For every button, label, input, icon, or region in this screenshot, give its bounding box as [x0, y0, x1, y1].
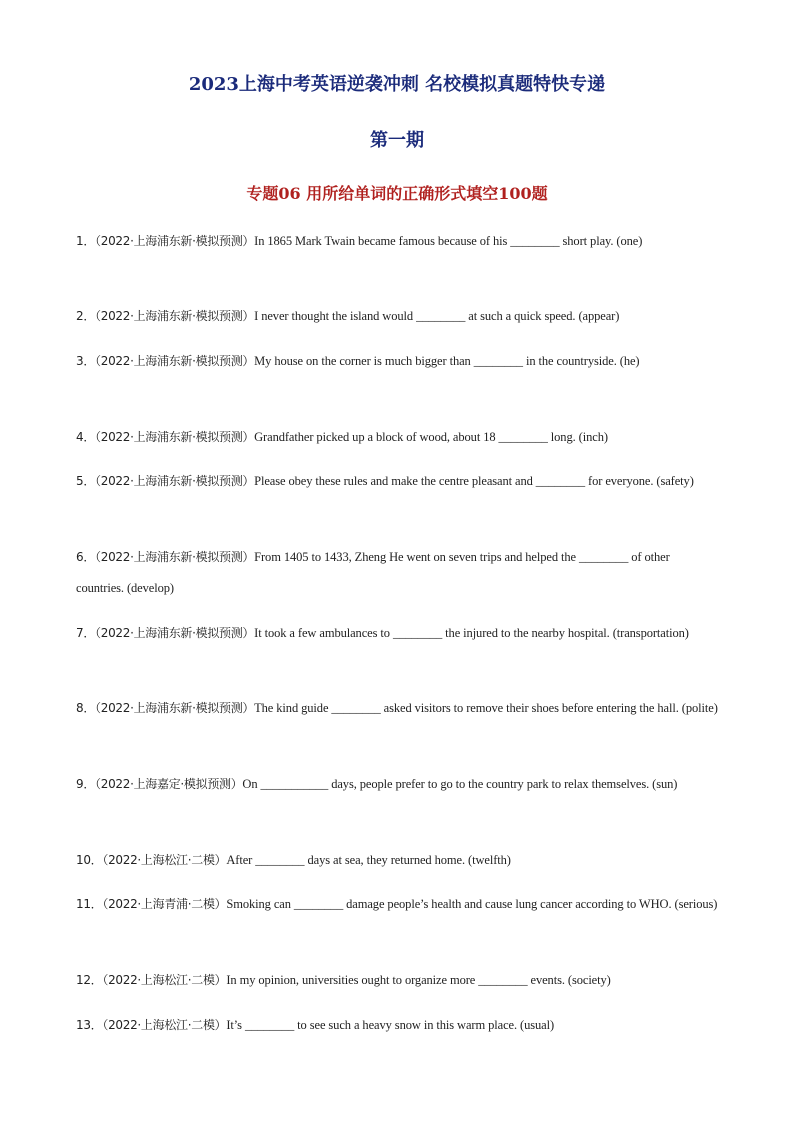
question-source: （2022·上海松江·二模）: [102, 1018, 227, 1032]
question-number: 2．: [76, 309, 96, 323]
question-number: 9．: [76, 777, 96, 791]
question-item: [76, 1010, 720, 1041]
question-number: 1．: [76, 234, 96, 248]
question-number: 10．: [76, 853, 103, 867]
question-source: （2022·上海浦东新·模拟预测）: [95, 309, 255, 323]
question-text: It’s ________ to see such a heavy snow in this warm place. (usual): [226, 1018, 555, 1032]
question-item: [76, 889, 720, 920]
question-number: 8．: [76, 701, 96, 715]
question-source: （2022·上海松江·二模）: [102, 853, 227, 867]
issue-label: 第一期: [370, 130, 424, 151]
question-number: 4．: [76, 430, 96, 444]
question-item: [76, 845, 720, 876]
question-number: 7．: [76, 626, 96, 640]
question-item: [76, 542, 720, 604]
question-source: （2022·上海浦东新·模拟预测）: [95, 626, 255, 640]
question-text: Please obey these rules and make the centre pleasant and ________ for everyone. (safety): [254, 474, 694, 488]
question-source: （2022·上海浦东新·模拟预测）: [95, 354, 255, 368]
document-title: 2023上海中考英语逆袭冲刺 名校模拟真题特快专递: [188, 74, 606, 95]
question-text: The kind guide ________ asked visitors to remove their shoes before entering the hall. (polite): [254, 701, 718, 715]
question-item: [76, 466, 720, 497]
question-source: （2022·上海浦东新·模拟预测）: [95, 430, 255, 444]
question-item: [76, 346, 720, 377]
question-item: [76, 618, 720, 649]
question-number: 3．: [76, 354, 96, 368]
question-number: 12．: [76, 973, 103, 987]
question-text: On ___________ days, people prefer to go to the country park to relax themselves. (sun): [242, 777, 678, 791]
question-source: （2022·上海嘉定·模拟预测）: [95, 777, 243, 791]
question-source: （2022·上海松江·二模）: [102, 973, 227, 987]
question-item: [76, 226, 720, 257]
question-number: 13．: [76, 1018, 103, 1032]
question-text: It took a few ambulances to ________ the injured to the nearby hospital. (transportation): [254, 626, 689, 640]
question-text: In 1865 Mark Twain became famous because of his ________ short play. (one): [254, 234, 643, 248]
question-text: Smoking can ________ damage people’s health and cause lung cancer according to WHO. (serious): [226, 897, 718, 911]
question-number: 5．: [76, 474, 96, 488]
question-text: I never thought the island would ________ at such a quick speed. (appear): [254, 309, 620, 323]
question-source: （2022·上海浦东新·模拟预测）: [95, 550, 255, 564]
question-source: （2022·上海青浦·二模）: [102, 897, 227, 911]
question-text: My house on the corner is much bigger than ________ in the countryside. (he): [254, 354, 640, 368]
question-item: [76, 422, 720, 453]
question-number: 11．: [76, 897, 103, 911]
question-item: [76, 769, 720, 800]
question-source: （2022·上海浦东新·模拟预测）: [95, 474, 255, 488]
question-text: In my opinion, universities ought to organize more ________ events. (society): [226, 973, 611, 987]
question-item: [76, 301, 720, 332]
question-text: After ________ days at sea, they returned home. (twelfth): [226, 853, 511, 867]
question-number: 6．: [76, 550, 96, 564]
question-text: Grandfather picked up a block of wood, about 18 ________ long. (inch): [254, 430, 608, 444]
question-item: [76, 693, 720, 724]
question-text: From 1405 to 1433, Zheng He went on seven trips and helped the ________ of other countries. (develop): [76, 550, 670, 595]
question-source: （2022·上海浦东新·模拟预测）: [95, 701, 255, 715]
question-source: （2022·上海浦东新·模拟预测）: [95, 234, 255, 248]
question-item: [76, 965, 720, 996]
topic-heading: 专题06 用所给单词的正确形式填空100题: [246, 184, 548, 203]
